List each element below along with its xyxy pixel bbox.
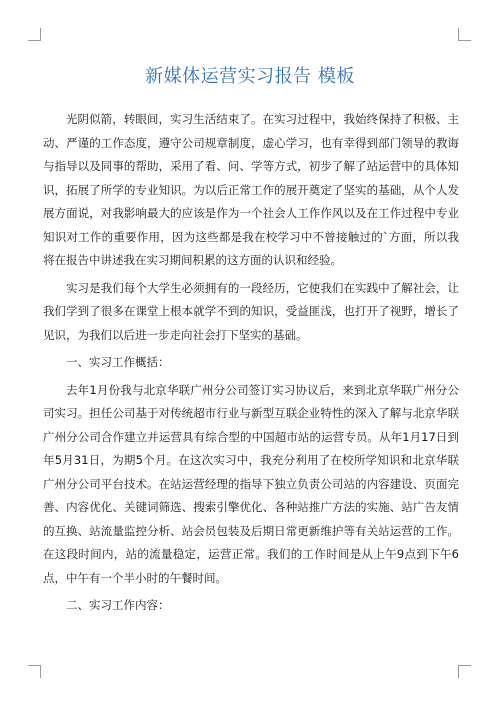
crop-mark-top-right [458,28,471,41]
crop-mark-bottom-right [458,665,471,678]
section-heading-overview: 一、实习工作概括： [66,355,170,369]
crop-mark-bottom-left [28,665,41,678]
paragraph-internship-meaning: 实习是我们每个大学生必须拥有的一段经历，它使我们在实践中了解社会，让我们学到了很多在课堂上根本就学不到的知识，受益匪浅，也打开了视野，增长了见识，为我们以后进一步走向社会打下坚实的基础。 [43,280,459,342]
paragraph-intro: 光阴似箭，转眼间，实习生活结束了。在实习过程中，我始终保持了积极、主动、严谨的工作态度，遵守公司规章制度，虚心学习，也有幸得到部门领导的教诲与指导以及同事的帮助，采用了看、问、学等方式，初步了解了站运营中的具体知识，拓展了所学的专业知识。为以后正常工作的展开奠定了坚实的基础，从个人发展方面说，对我影响最大的应该是作为一个社会人工作作风以及在工作过程中专业知识对工作的重要作用，因为这些都是我在校学习中不曾接触过的`方面，所以我将在报告中讲述我在实习期间积累的这方面的认识和经验。 [43,112,459,267]
crop-mark-top-left [28,28,41,41]
document-body [43,108,459,622]
paragraph-overview: 去年1月份我与北京华联广州分公司签订实习协议后，来到北京华联广州分公司实习。担任公司基于对传统超市行业与新型互联企业特性的深入了解与北京华联广州分公司合作建立并运营具有综合型的中国超市站的运营专员。从年1月17日到年5月31日，为期5个月。在这次实习中，我充分利用了在校所学知识和北京华联广州分公司平台技术。在站运营经理的指导下独立负责公司站的内容建设、页面完善、内容优化、关键词筛选、搜索引擎优化、各种站推广方法的实施、站广告友情的互换、站流量监控分析、站会员包装及后期日常更新维护等有关站运营的工作。在这段时间内，站的流量稳定，运营正常。我们的工作时间是从上午9点到下午6点，中午有一个半小时的午餐时间。 [43,382,459,585]
section-heading-content: 二、实习工作内容： [66,598,170,612]
document-title: 新媒体运营实习报告 模板 [145,66,355,87]
